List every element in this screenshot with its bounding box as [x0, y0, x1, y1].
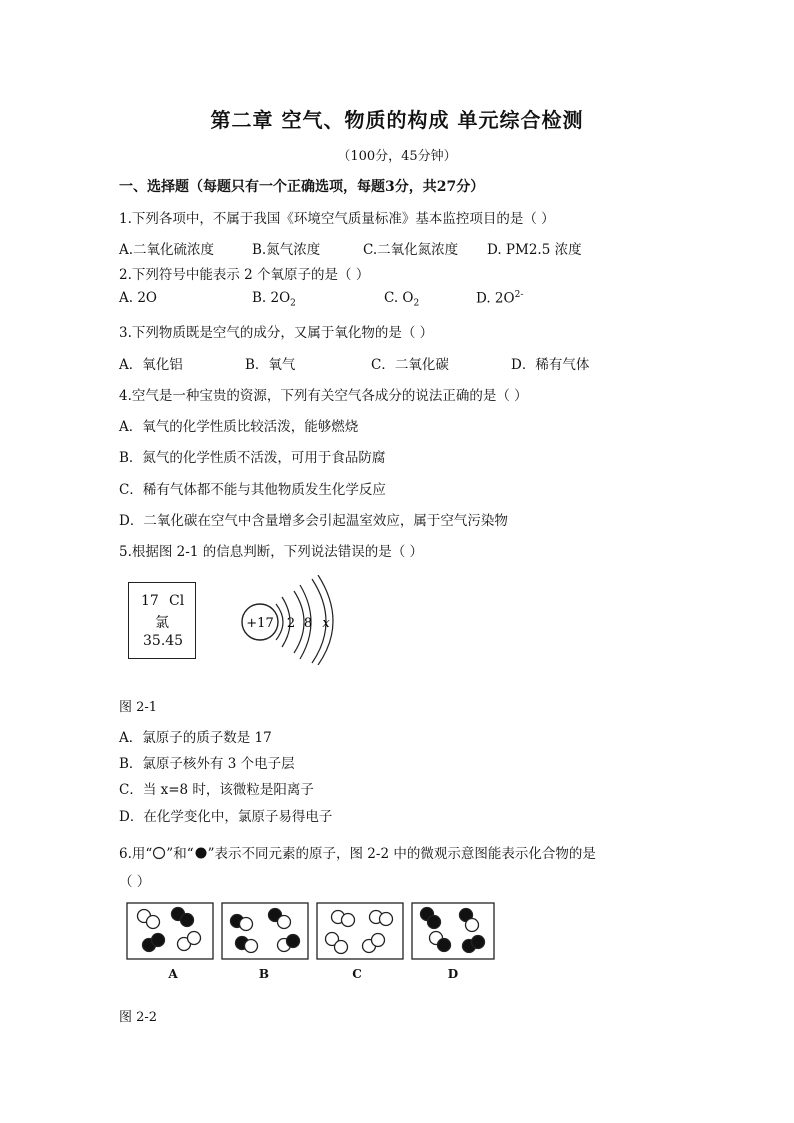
question-1-option-d: D. PM2.5 浓度 [487, 242, 582, 258]
subscript: 2 [413, 298, 420, 309]
option-text: B. 2O [252, 290, 291, 306]
hollow-atom [245, 940, 258, 953]
hollow-atom-icon [152, 846, 166, 860]
question-1-option-a: A.二氧化硫浓度 [119, 242, 215, 258]
question-1-stem: 1.下列各项中，不属于我国《环境空气质量标准》基本监控项目的是（ ） [119, 211, 555, 227]
question-1-option-b: B.氮气浓度 [252, 242, 321, 258]
question-2-option-d [476, 290, 523, 307]
exam-meta: （100分，45分钟） [337, 149, 457, 164]
question-3-option-b: B．氧气 [245, 357, 296, 373]
question-3-option-c: C．二氧化碳 [371, 357, 449, 373]
subscript: 2 [290, 298, 296, 309]
question-4-option-c: C．稀有气体都不能与其他物质发生化学反应 [119, 482, 386, 498]
solid-atom [152, 934, 165, 947]
question-1-option-c: C.二氧化氮浓度 [363, 242, 459, 258]
solid-atom [472, 936, 485, 949]
atomic-number: 17 [141, 593, 159, 609]
hollow-atom [466, 919, 479, 932]
panel-label-c: C [352, 967, 362, 981]
panel-b-frame [222, 903, 308, 959]
shell-2-electrons: 8 [303, 616, 313, 631]
hollow-atom [342, 914, 355, 927]
question-6-stem [119, 842, 596, 862]
panel-label-a: A [168, 967, 178, 981]
question-5-option-c: C．当 x=8 时，该微粒是阳离子 [119, 782, 314, 798]
hollow-atom [372, 934, 385, 947]
solid-atom [181, 914, 194, 927]
option-text: A. 2O [119, 290, 157, 306]
question-6-paren: （ ） [119, 874, 151, 890]
atomic-structure-diagram [236, 575, 346, 665]
question-5-option-b: B．氯原子核外有 3 个电子层 [119, 756, 295, 772]
hollow-atom [188, 932, 201, 945]
question-3-option-a: A．氧化铝 [119, 357, 183, 373]
figure-2-1-caption: 图 2-1 [119, 700, 158, 715]
question-2-stem: 2.下列符号中能表示 2 个氧原子的是（ ） [119, 267, 370, 283]
option-text: C. O [384, 290, 414, 306]
stem-part: ”表示不同元素的原子，图 2-2 中的微观示意图能表示化合物的是 [207, 846, 596, 862]
solid-atom [287, 935, 300, 948]
hollow-atom [147, 916, 160, 929]
particle-diagrams [126, 902, 498, 962]
element-name: 氯 [155, 615, 169, 631]
question-3-option-d: D．稀有气体 [511, 357, 590, 373]
shell-1-electrons: 2 [286, 616, 296, 631]
question-4-option-b: B．氮气的化学性质不活泼，可用于食品防腐 [119, 450, 386, 466]
shell-3-electrons: x [322, 616, 330, 631]
question-4-option-d: D．二氧化碳在空气中含量增多会引起温室效应，属于空气污染物 [119, 513, 508, 529]
solid-atom [438, 939, 451, 952]
question-4-stem: 4.空气是一种宝贵的资源，下列有关空气各成分的说法正确的是（ ） [119, 388, 528, 404]
panel-c-frame [317, 903, 403, 959]
element-symbol: Cl [169, 593, 185, 609]
atomic-mass: 35.45 [143, 633, 184, 649]
question-2-option-a [119, 290, 157, 306]
question-3-stem: 3.下列物质既是空气的成分，又属于氧化物的是（ ） [119, 325, 434, 341]
stem-part: 6.用“ [119, 846, 153, 862]
section-heading: 一、选择题（每题只有一个正确选项，每题3分，共27分） [119, 179, 485, 195]
panel-label-b: B [258, 967, 270, 981]
element-info-box [128, 582, 196, 659]
nucleus-charge: +17 [246, 616, 274, 631]
option-text: D. 2O [476, 290, 515, 307]
figure-2-2-caption: 图 2-2 [119, 1010, 158, 1025]
stem-part: ”和“ [166, 846, 194, 862]
question-2-option-c [384, 290, 419, 309]
hollow-atom [380, 913, 393, 926]
hollow-atom [335, 941, 348, 954]
solid-atom-icon [194, 846, 208, 860]
shell-arc-1 [276, 604, 283, 640]
question-5-stem: 5.根据图 2-1 的信息判断，下列说法错误的是（ ） [119, 544, 423, 560]
panel-label-d: D [447, 967, 459, 981]
hollow-atom [240, 918, 253, 931]
page-title: 第二章 空气、物质的构成 单元综合检测 [210, 108, 584, 132]
solid-atom [428, 916, 441, 929]
superscript: 2- [514, 290, 524, 300]
question-5-option-d: D．在化学变化中，氯原子易得电子 [119, 809, 333, 825]
question-5-option-a: A．氯原子的质子数是 17 [119, 730, 272, 746]
shell-arc-2 [294, 591, 304, 653]
question-2-option-b [252, 290, 296, 309]
question-4-option-a: A．氧气的化学性质比较活泼，能够燃烧 [119, 419, 359, 435]
hollow-atom [278, 916, 291, 929]
